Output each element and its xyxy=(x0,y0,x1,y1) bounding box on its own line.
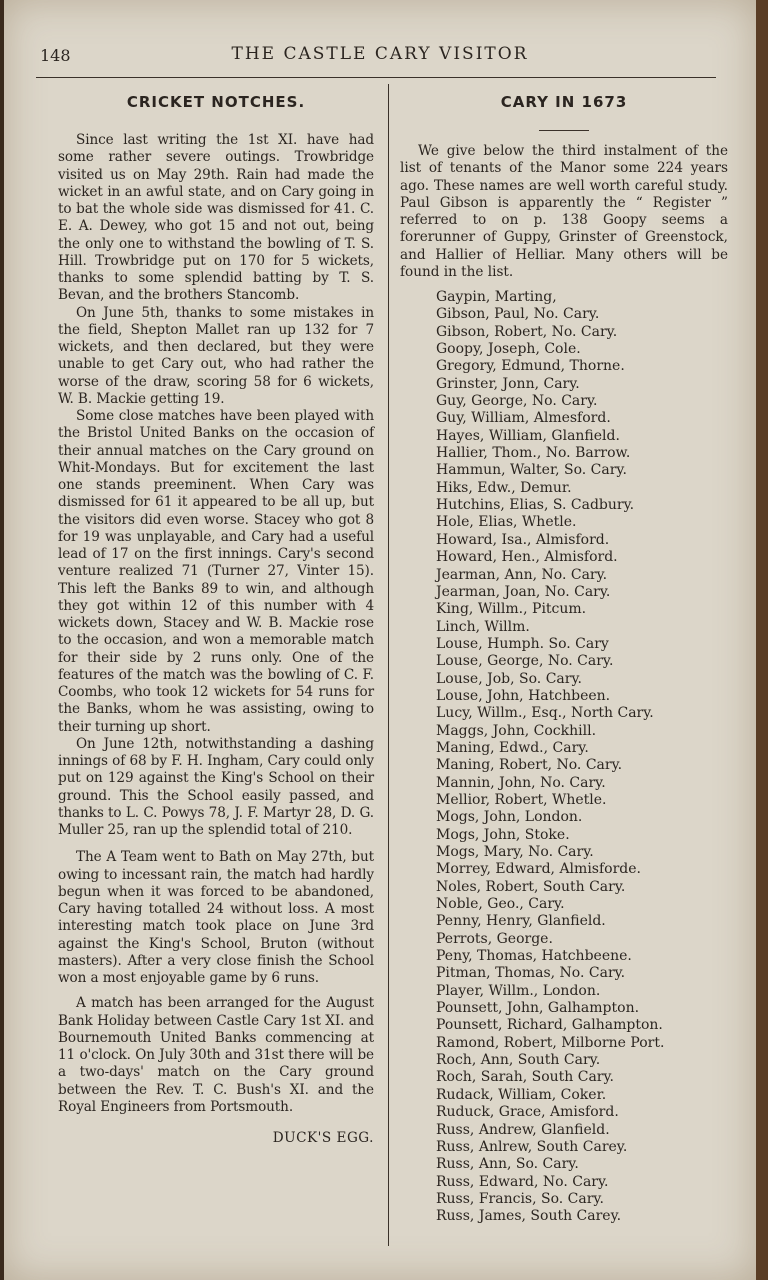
tenant-entry: Maggs, John, Cockhill. xyxy=(436,722,597,739)
tenant-entry: Hallier, Thom., No. Barrow. xyxy=(436,445,631,462)
author-signature: DUCK'S EGG. xyxy=(272,1130,374,1146)
column-divider xyxy=(388,84,389,1246)
tenant-entry: Roch, Ann, South Cary. xyxy=(436,1052,601,1069)
tenant-entry: Russ, Edward, No. Cary. xyxy=(436,1173,609,1190)
tenant-entry: Goopy, Joseph, Cole. xyxy=(436,341,581,358)
article-paragraph: Some close matches have been played with the Bristol United Banks on the occasion of their annual matches on the Cary ground on Whit-Mondays. But for excitement the last one stands preeminent. When Cary was dismissed for 61 it appeared to be all up, but the visitors did even worse. Stacey who got 8 for 19 was unplayable, and Cary had a useful lead of 17 on the first innings. Cary's second venture realized 71 (Turner 27, Vinter 15). This left the Banks 89 to win, and although they got within 12 of this number with 4 wickets down, Stacey and W. B. Mackie rose to the occasion, and won a memorable match for their side by 2 runs only. One of the features of the match was the bowling of C. F. Coombs, who took 12 wickets for 54 runs for the Banks, whom he was assisting, owing to their turning up short. xyxy=(58,408,374,735)
tenant-entry: Howard, Hen., Almisford. xyxy=(436,549,618,566)
tenant-entry: Pitman, Thomas, No. Cary. xyxy=(436,965,626,982)
tenant-entry: Mogs, John, Stoke. xyxy=(436,826,570,843)
tenant-entry: Gibson, Robert, No. Cary. xyxy=(436,323,618,340)
tenant-entry: Ramond, Robert, Milborne Port. xyxy=(436,1034,665,1051)
tenant-entry: Hammun, Walter, So. Cary. xyxy=(436,462,627,479)
tenant-entry: Perrots, George. xyxy=(436,930,553,947)
tenant-entry: Noles, Robert, South Cary. xyxy=(436,878,626,895)
tenant-list xyxy=(400,289,728,1226)
tenant-entry: Hutchins, Elias, S. Cadbury. xyxy=(436,497,635,514)
tenant-entry: Russ, James, South Carey. xyxy=(436,1208,622,1225)
page-number: 148 xyxy=(40,46,71,65)
tenant-entry: Hayes, William, Glanfield. xyxy=(436,427,620,444)
tenant-entry: Noble, Geo., Cary. xyxy=(436,896,565,913)
tenant-entry: Linch, Willm. xyxy=(436,618,530,635)
tenant-entry: Gibson, Paul, No. Cary. xyxy=(436,306,600,323)
article-paragraph: The A Team went to Bath on May 27th, but owing to incessant rain, the match had hardly begun when it was forced to be abandoned, Cary having totalled 24 without loss. A most interesting match took place on June 3rd against the King's School, Bruton (without masters). After a very close finish the School won a most enjoyable game by 6 runs. xyxy=(58,849,374,986)
tenant-entry: Russ, Anlrew, South Carey. xyxy=(436,1138,628,1155)
tenant-entry: Hiks, Edw., Demur. xyxy=(436,479,572,496)
page-edge xyxy=(756,0,768,1280)
tenant-entry: Howard, Isa., Almisford. xyxy=(436,531,610,548)
tenant-entry: Mannin, John, No. Cary. xyxy=(436,774,606,791)
tenant-entry: Roch, Sarah, South Cary. xyxy=(436,1069,615,1086)
tenant-entry: Morrey, Edward, Almisforde. xyxy=(436,861,641,878)
tenant-entry: Russ, Andrew, Glanfield. xyxy=(436,1121,610,1138)
tenant-entry: Russ, Ann, So. Cary. xyxy=(436,1156,579,1173)
tenant-entry: Pounsett, John, Galhampton. xyxy=(436,1000,640,1017)
cricket-notches-heading: CRICKET NOTCHES. xyxy=(126,93,306,111)
tenant-entry: Mogs, Mary, No. Cary. xyxy=(436,844,594,860)
cricket-notches-column xyxy=(58,90,374,1146)
tenant-entry: Russ, Francis, So. Cary. xyxy=(436,1190,604,1207)
tenant-entry: Guy, George, No. Cary. xyxy=(436,393,598,410)
tenant-entry: Jearman, Ann, No. Cary. xyxy=(436,566,608,583)
cary-1673-heading: CARY IN 1673 xyxy=(500,93,628,111)
article-paragraph: A match has been arranged for the August Bank Holiday between Castle Cary 1st XI. and Bournemouth United Banks commencing at 11 o'clock. On July 30th and 31st there will be a two-days' match on the Cary ground between the Rev. T. C. Bush's XI. and the Royal Engineers from Portsmouth. xyxy=(58,995,374,1115)
tenant-entry: Hole, Elias, Whetle. xyxy=(436,514,577,531)
tenant-entry: Maning, Robert, No. Cary. xyxy=(436,757,623,774)
tenant-entry: Gaypin, Marting, xyxy=(436,289,557,305)
tenant-entry: Penny, Henry, Glanfield. xyxy=(436,913,606,930)
tenant-entry: Peny, Thomas, Hatchbeene. xyxy=(436,948,632,965)
tenant-entry: Louse, Job, So. Cary. xyxy=(436,670,582,687)
cary-1673-column xyxy=(400,90,728,1226)
tenant-entry: Player, Willm., London. xyxy=(436,982,601,999)
intro-paragraph: We give below the third instalment of the list of tenants of the Manor some 224 years ago. These names are well worth careful study. Paul Gibson is apparently the “ Register ” referred to on p. 138 Goopy seems a forerunner of Guppy, Grinster of Greenstock, and Hallier of Helliar. Many others will be found in the list. xyxy=(400,143,728,280)
tenant-entry: Gregory, Edmund, Thorne. xyxy=(436,358,625,375)
page-header xyxy=(40,44,720,70)
article-paragraph: On June 12th, notwithstanding a dashing innings of 68 by F. H. Ingham, Cary could only put on 129 against the King's School on their ground. This the School easily passed, and thanks to L. C. Powys 78, J. F. Martyr 28, D. G. Muller 25, ran up the splendid total of 210. xyxy=(58,735,374,838)
tenant-entry: Louse, John, Hatchbeen. xyxy=(436,687,611,704)
tenant-entry: Maning, Edwd., Cary. xyxy=(436,739,589,756)
tenant-entry: Louse, Humph. So. Cary xyxy=(436,635,609,652)
tenant-entry: Rudack, William, Coker. xyxy=(436,1086,607,1103)
article-paragraph: Since last writing the 1st XI. have had some rather severe outings. Trowbridge visited us on May 29th. Rain had made the wicket in an awful state, and on Cary going in to bat the whole side was dismissed for 41. C. E. A. Dewey, who got 15 and not out, being the only one to withstand the bowling of T. S. Hill. Trowbridge put on 170 for 5 wickets, thanks to some splendid batting by T. S. Bevan, and the brothers Stancomb. xyxy=(58,132,374,304)
tenant-entry: Mogs, John, London. xyxy=(436,809,583,826)
header-rule xyxy=(36,77,716,78)
tenant-entry: King, Willm., Pitcum. xyxy=(436,601,587,618)
tenant-entry: Guy, William, Almesford. xyxy=(436,410,611,427)
tenant-entry: Grinster, Jonn, Cary. xyxy=(436,375,580,392)
tenant-entry: Ruduck, Grace, Amisford. xyxy=(436,1104,619,1121)
article-paragraph: On June 5th, thanks to some mistakes in the field, Shepton Mallet ran up 132 for 7 wickets, and then declared, but they were unable to get Cary out, who had rather the worse of the draw, scoring 58 for 6 wickets, W. B. Mackie getting 19. xyxy=(58,304,374,407)
tenant-entry: Louse, George, No. Cary. xyxy=(436,653,614,670)
tenant-entry: Pounsett, Richard, Galhampton. xyxy=(436,1017,663,1034)
heading-rule xyxy=(539,130,589,131)
tenant-entry: Mellior, Robert, Whetle. xyxy=(436,791,607,808)
tenant-entry: Lucy, Willm., Esq., North Cary. xyxy=(436,705,654,722)
running-title: THE CASTLE CARY VISITOR xyxy=(231,44,529,64)
tenant-entry: Jearman, Joan, No. Cary. xyxy=(436,583,611,600)
